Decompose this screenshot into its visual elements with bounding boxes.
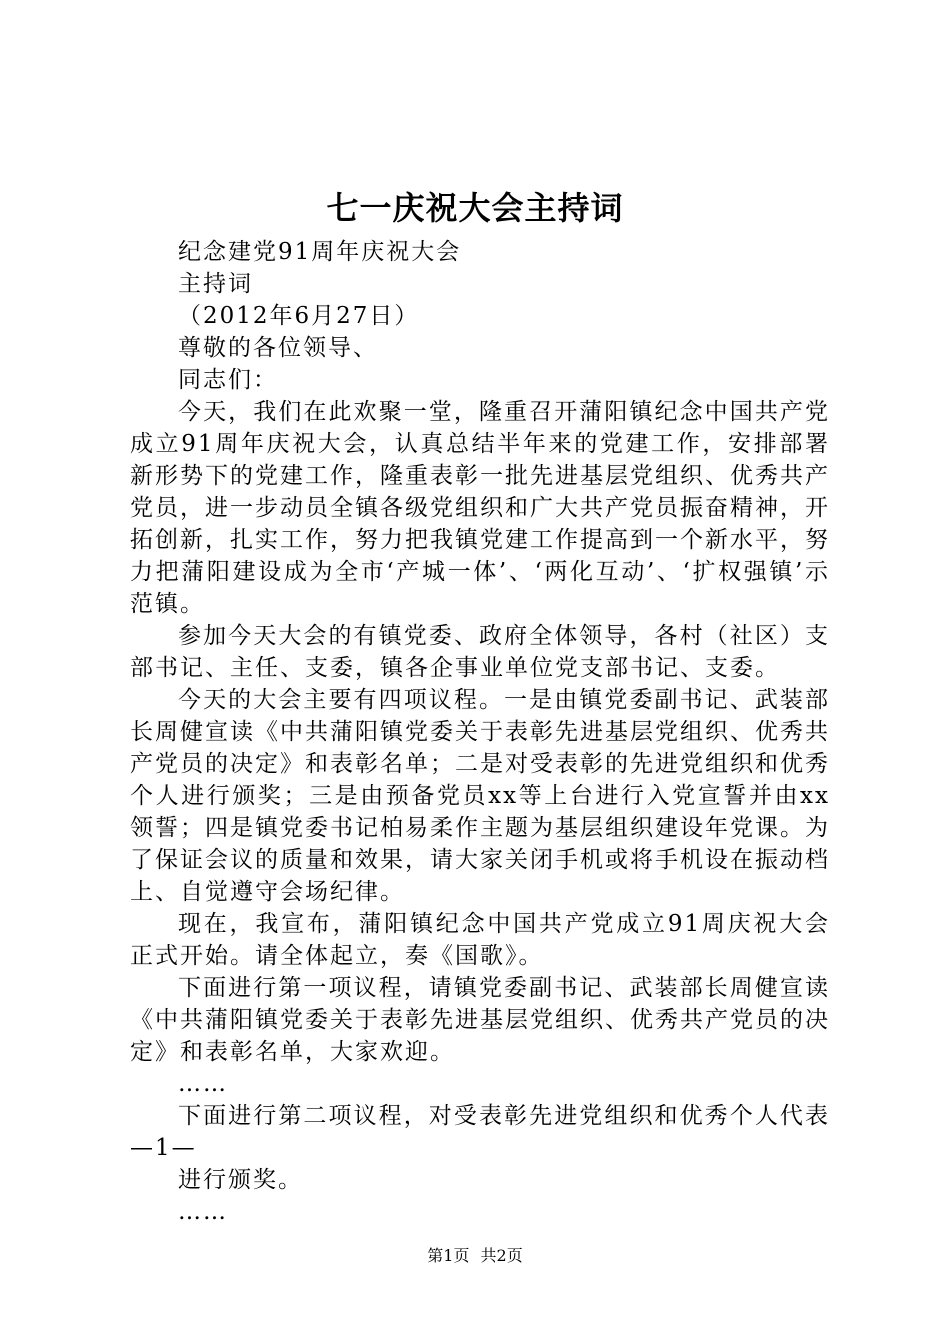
paragraph-agenda: 今天的大会主要有四项议程。一是由镇党委副书记、武装部长周健宣读《中共蒲阳镇党委关于表彰先进基层党组织、优秀共产党员的决定》和表彰名单；二是对受表彰的先进党组织和优秀个人进行颁奖；三是由预备党员xx等上台进行入党宣誓并由xx领誓；四是镇党委书记柏易柔作主题为基层组织建设年党课。为了保证会议的质量和效果，请大家关闭手机或将手机设在振动档上、自觉遵守会场纪律。 [130, 687, 830, 905]
paragraph-opening: 今天，我们在此欢聚一堂，隆重召开蒲阳镇纪念中国共产党成立91周年庆祝大会，认真总结半年来的党建工作，安排部署新形势下的党建工作，隆重表彰一批先进基层党组织、优秀共产党员，进一步动员全镇各级党组织和广大共产党员振奋精神，开拓创新，扎实工作，努力把我镇党建工作提高到一个新水平，努力把蒲阳建设成为全市‘产城一体’、‘两化互动’、‘扩权强镇’示范镇。 [130, 399, 830, 617]
paragraph-announce-start: 现在，我宣布，蒲阳镇纪念中国共产党成立91周庆祝大会正式开始。请全体起立，奏《国歌》。 [130, 911, 830, 969]
paragraph-agenda-item-2: 下面进行第二项议程，对受表彰先进党组织和优秀个人代表—1— [130, 1103, 830, 1161]
paragraph-ellipsis-2: …… [178, 1199, 228, 1225]
paragraph-ellipsis-1: …… [178, 1071, 228, 1097]
paragraph-subtitle: 纪念建党91周年庆祝大会 [178, 239, 462, 265]
paragraph-attendees: 参加今天大会的有镇党委、政府全体领导，各村（社区）支部书记、主任、支委，镇各企事业单位党支部书记、支委。 [130, 623, 830, 681]
paragraph-host-words: 主持词 [178, 271, 253, 297]
paragraph-salutation-2: 同志们： [178, 367, 278, 393]
paragraph-agenda-item-1: 下面进行第一项议程，请镇党委副书记、武装部长周健宣读《中共蒲阳镇党委关于表彰先进基层党组织、优秀共产党员的决定》和表彰名单，大家欢迎。 [130, 975, 830, 1065]
paragraph-award: 进行颁奖。 [178, 1167, 303, 1193]
page-total: 共2页 [480, 1246, 523, 1265]
page-number: 第1页 [427, 1246, 470, 1265]
document-body [130, 236, 830, 1228]
page-footer [0, 1245, 950, 1267]
paragraph-date: （2012年6月27日） [178, 303, 420, 329]
document-title: 七一庆祝大会主持词 [326, 189, 624, 227]
paragraph-salutation-1: 尊敬的各位领导、 [178, 335, 378, 361]
